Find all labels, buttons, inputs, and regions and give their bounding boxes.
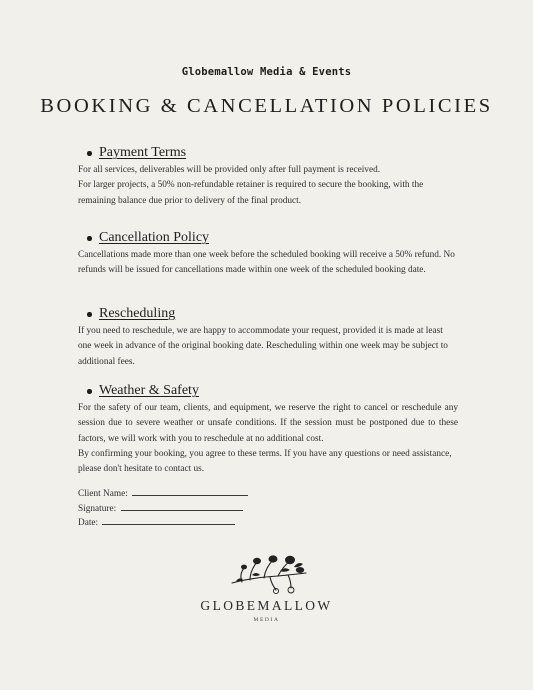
section-paragraph: If you need to reschedule, we are happy to accommodate your request, provided it is made at least one week in advance of the original booking date. Rescheduling within one week may be subject to additional fees. <box>78 326 448 367</box>
bullet-icon <box>87 312 92 317</box>
section-heading-label: Payment Terms <box>99 145 187 160</box>
section-paragraph: Cancellations made more than one week before the scheduled booking will receive a 50% refund. No refunds will be issued for cancellations made within one week of the scheduled booking date. <box>78 250 455 276</box>
bullet-icon <box>87 389 92 394</box>
section-heading <box>84 382 458 400</box>
section-payment-terms <box>78 144 458 209</box>
client-name-field[interactable] <box>132 487 248 496</box>
logo-name: GLOBEMALLOW <box>200 598 333 613</box>
date-line[interactable] <box>78 516 248 531</box>
client-name-label: Client Name: <box>78 489 128 499</box>
client-name-line[interactable] <box>78 487 248 502</box>
page-title: BOOKING & CANCELLATION POLICIES <box>40 95 493 117</box>
section-paragraph: For the safety of our team, clients, and equipment, we reserve the right to cancel or reschedule any session due to severe weather or unsafe conditions. If the session must be postponed due to these factors, we will work with you to reschedule at no additional cost. <box>78 403 458 444</box>
botanical-logo-icon <box>228 553 310 595</box>
section-heading-label: Cancellation Policy <box>99 230 210 245</box>
bullet-icon <box>87 151 92 156</box>
section-heading-label: Rescheduling <box>99 306 176 321</box>
date-label: Date: <box>78 518 99 529</box>
section-heading <box>84 305 458 323</box>
section-paragraph: By confirming your booking, you agree to these terms. If you have any questions or need assistance, please don't hesitate to contact us. <box>78 448 452 475</box>
section-heading-label: Weather & Safety <box>99 383 199 398</box>
section-rescheduling <box>78 305 458 370</box>
signature-block <box>78 487 248 531</box>
section-paragraph: For all services, deliverables will be provided only after full payment is received. <box>78 165 381 175</box>
signature-label: Signature: <box>78 503 117 514</box>
signature-field[interactable] <box>121 502 243 511</box>
section-heading <box>84 229 458 247</box>
bullet-icon <box>87 236 92 241</box>
logo-subtitle: MEDIA <box>253 617 280 623</box>
company-name: Globemallow Media & Events <box>181 66 352 78</box>
section-weather-safety <box>78 382 458 477</box>
date-field[interactable] <box>102 516 235 525</box>
section-paragraph: For larger projects, a 50% non-refundable retainer is required to secure the booking, with the remaining balance due prior to delivery of the final product. <box>78 180 424 206</box>
section-cancellation-policy <box>78 229 458 279</box>
signature-line[interactable] <box>78 502 248 517</box>
section-heading <box>84 144 458 162</box>
